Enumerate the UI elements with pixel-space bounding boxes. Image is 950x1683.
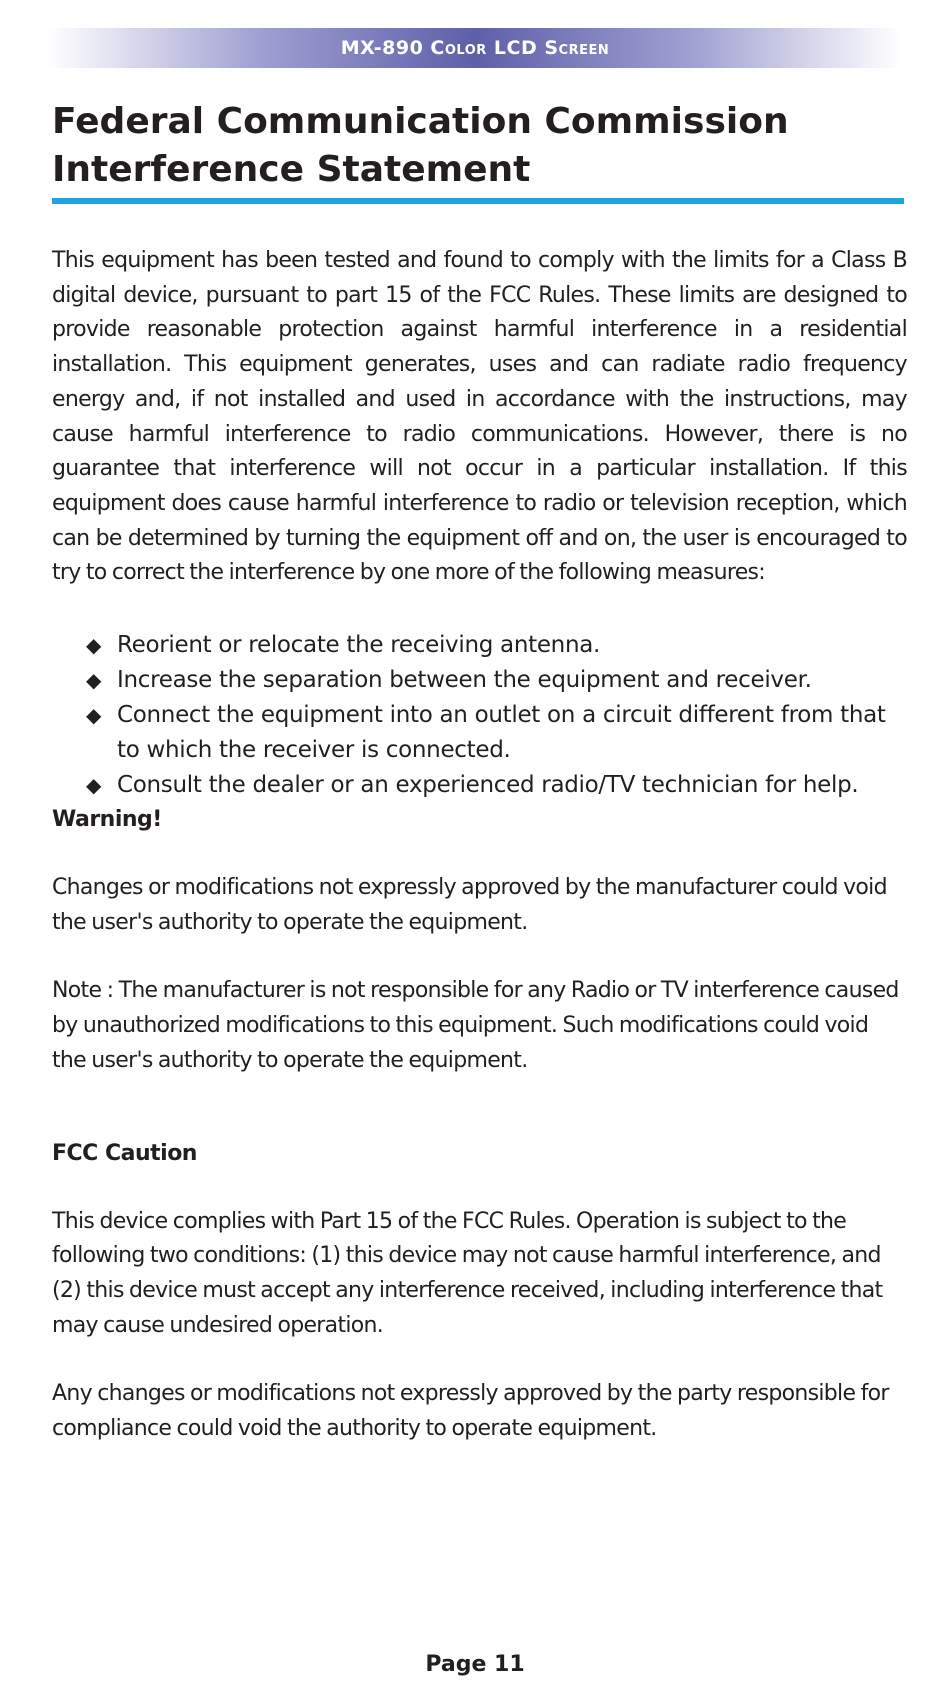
measure-text: Increase the separation between the equipment and receiver. [117,667,812,694]
list-item [86,768,907,803]
warning-heading: Warning! [52,807,162,833]
page-number: Page 11 [425,1652,525,1677]
list-item [86,663,907,698]
main-content [52,244,907,1447]
warning-paragraph: Changes or modifications not expressly approved by the manufacturer could void the user's authority to operate the equipment. [52,875,887,935]
document-header-title: MX-890 Color LCD Screen [340,37,610,59]
title-divider [52,198,904,204]
note-paragraph: Note : The manufacturer is not responsible for any Radio or TV interference caused by unauthorized modifications to this equipment. Such modifications could void the user's authority to operate the equipment. [52,978,899,1073]
diamond-bullet-icon: ◆ [86,633,102,658]
diamond-bullet-icon: ◆ [86,773,102,798]
intro-paragraph: This equipment has been tested and found to comply with the limits for a Class B digital device, pursuant to part 15 of the FCC Rules. These limits are designed to provide reasonable protection against harmful interference in a residential installation. This equipment generates, uses and can radiate radio frequency energy and, if not installed and used in accordance with the instructions, may cause harmful interference to radio communications. However, there is no guarantee that interference will not occur in a particular installation. If this equipment does cause harmful interference to radio or television reception, which can be determined by turning the equipment off and on, the user is encouraged to try to correct the interference by one more of the following measures: [52,248,907,586]
diamond-bullet-icon: ◆ [86,703,102,728]
list-item [86,628,907,663]
measures-list [52,628,907,803]
fcc-caution-paragraph: This device complies with Part 15 of the FCC Rules. Operation is subject to the following two conditions: (1) this device may not cause harmful interference, and (2) this device must accept any interference received, including interference that may cause undesired operation. [52,1208,883,1338]
list-item [86,698,907,768]
measure-text: Consult the dealer or an experienced radio/TV technician for help. [117,772,859,799]
measure-text: Connect the equipment into an outlet on a circuit different from that to which the receiver is connected. [117,702,886,764]
fcc-changes-paragraph: Any changes or modifications not expressly approved by the party responsible for compliance could void the authority to operate equipment. [52,1381,889,1442]
fcc-caution-heading: FCC Caution [52,1140,197,1166]
diamond-bullet-icon: ◆ [86,668,102,693]
header-band [48,28,902,68]
measure-text: Reorient or relocate the receiving antenna. [117,632,601,659]
page-title: Federal Communication Commission Interference Statement [52,101,789,190]
